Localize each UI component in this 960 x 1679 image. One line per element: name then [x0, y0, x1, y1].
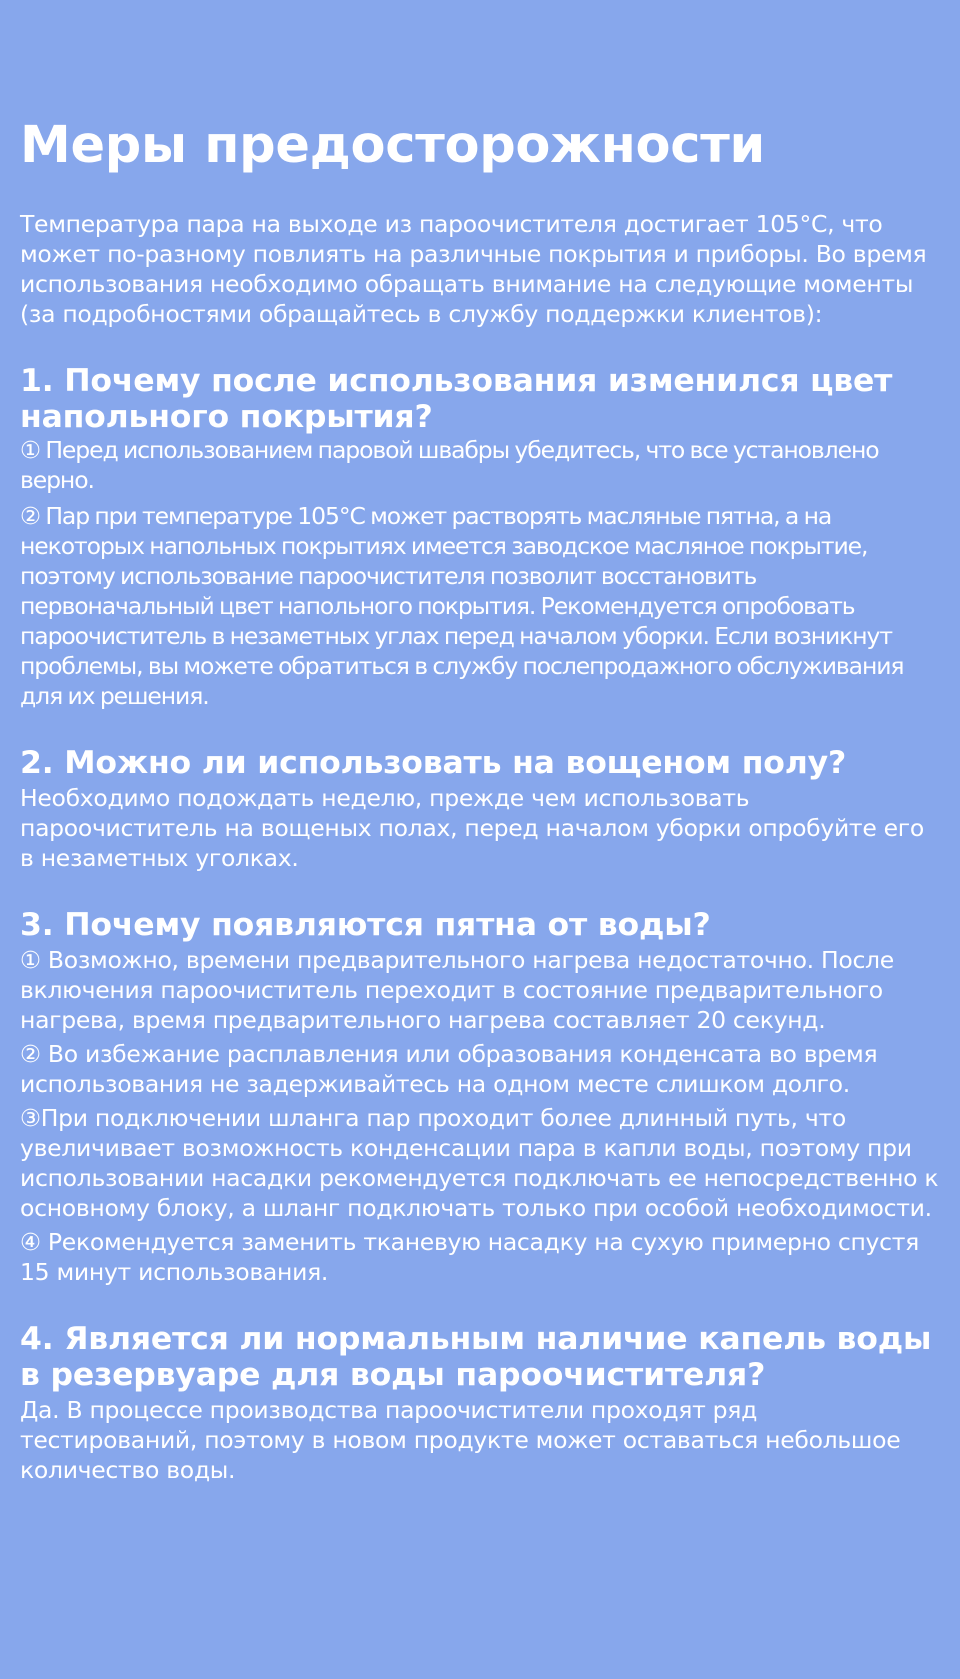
section-1: [20, 363, 940, 711]
section-title: 1. Почему после использования изменился цвет напольного покрытия?: [20, 363, 893, 435]
page-title: Меры предосторожности: [20, 116, 765, 175]
section-title: 3. Почему появляются пятна от воды?: [20, 907, 711, 943]
section-paragraph: ① Перед использованием паровой швабры убедитесь, что все установлено верно.: [20, 436, 879, 494]
section-2: [20, 745, 940, 873]
section-title: 4. Является ли нормальным наличие капель воды в резервуаре для воды пароочистителя?: [20, 1321, 932, 1393]
section-paragraph: ① Возможно, времени предварительного нагрева недостаточно. После включения пароочиститель переходит в состояние предварительного нагрева, время предварительного нагрева составляет 20 секунд.: [20, 946, 894, 1034]
section-paragraph: ③При подключении шланга пар проходит более длинный путь, что увеличивает возможность конденсации пара в капли воды, поэтому при использовании насадки рекомендуется подключать ее непосредственно к основному блоку, а шланг подключать только при особой необходимости.: [20, 1104, 939, 1222]
section-paragraph: Необходимо подождать неделю, прежде чем использовать пароочиститель на вощеных полах, перед началом уборки опробуйте его в незаметных уголках.: [20, 784, 924, 872]
section-paragraph: ② Во избежание расплавления или образования конденсата во время использования не задерживайтесь на одном месте слишком долго.: [20, 1040, 878, 1098]
section-4: [20, 1321, 940, 1485]
section-title: 2. Можно ли использовать на вощеном полу?: [20, 745, 847, 781]
section-paragraph: ④ Рекомендуется заменить тканевую насадку на сухую примерно спустя 15 минут использования.: [20, 1228, 920, 1286]
intro-paragraph: Температура пара на выходе из пароочистителя достигает 105°C, что может по-разному повлиять на различные покрытия и приборы. Во время использования необходимо обращать внимание на следующие моменты (за подробностями обращайтесь в службу поддержки клиентов):: [20, 210, 927, 328]
section-paragraph: Да. В процессе производства пароочистители проходят ряд тестирований, поэтому в новом продукте может оставаться небольшое количество воды.: [20, 1396, 901, 1484]
section-3: [20, 907, 940, 1287]
section-body: [20, 435, 940, 711]
section-paragraph: ② Пар при температуре 105°C может растворять масляные пятна, а на некоторых напольных покрытиях имеется заводское масляное покрытие, поэтому использование пароочистителя позволит восстановить первоначальный цвет напольного покрытия. Рекомендуется опробовать пароочиститель в незаметных углах перед началом уборки. Если возникнут проблемы, вы можете обратиться в службу послепродажного обслуживания для их решения.: [20, 502, 904, 710]
